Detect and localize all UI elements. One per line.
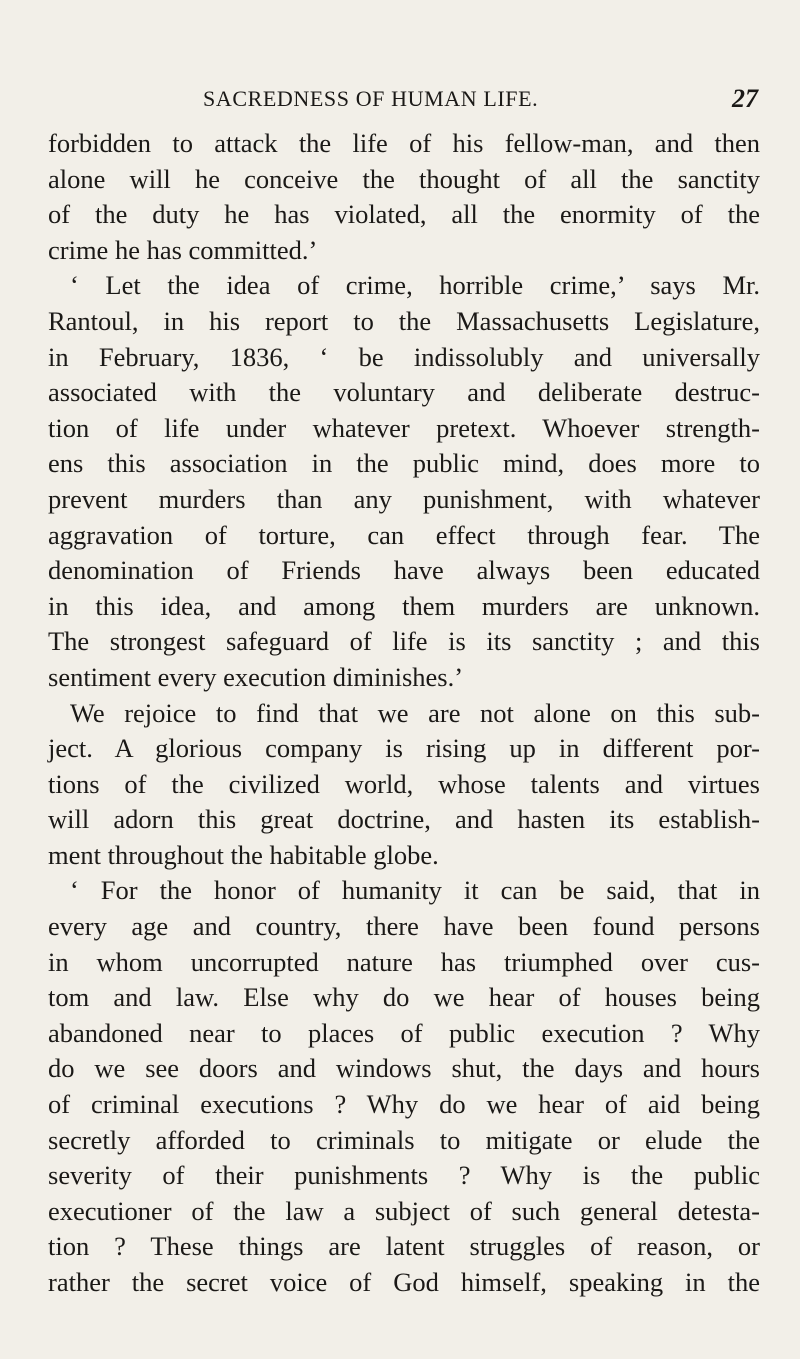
text-line: denomination of Friends have always been educated	[48, 555, 760, 586]
page-number: 27	[732, 84, 758, 113]
body-text	[48, 126, 760, 1301]
text-line: rather the secret voice of God himself, speaking in the	[48, 1267, 760, 1297]
text-line: ens this association in the public mind, does more to	[48, 448, 760, 479]
running-title: SACREDNESS OF HUMAN LIFE.	[203, 86, 539, 111]
text-line: alone will he conceive the thought of all the sanctity	[48, 163, 760, 194]
text-line: ment throughout the habitable globe.	[48, 839, 439, 870]
text-line: tions of the civilized world, whose talents and virtues	[48, 768, 760, 799]
text-line: ‘ Let the idea of crime, horrible crime,’ says Mr.	[70, 270, 760, 301]
text-line: We rejoice to find that we are not alone on this sub-	[70, 697, 760, 728]
text-line: tion ? These things are latent struggles of reason, or	[48, 1231, 760, 1262]
text-line: crime he has committed.’	[48, 234, 318, 265]
text-line: severity of their punishments ? Why is the public	[48, 1160, 760, 1191]
text-line: forbidden to attack the life of his fellow-man, and then	[48, 128, 760, 158]
text-line: ject. A glorious company is rising up in different por-	[48, 733, 760, 764]
text-line: secretly afforded to criminals to mitigate or elude the	[48, 1124, 760, 1155]
text-line: associated with the voluntary and deliberate destruc-	[48, 377, 760, 408]
text-line: Rantoul, in his report to the Massachusetts Legislature,	[48, 305, 760, 336]
text-line: abandoned near to places of public execution ? Why	[48, 1017, 760, 1048]
text-line: will adorn this great doctrine, and hasten its establish-	[48, 804, 760, 835]
text-line: in February, 1836, ‘ be indissolubly and universally	[48, 341, 760, 372]
text-line: tion of life under whatever pretext. Whoever strength-	[48, 412, 760, 443]
text-line: ‘ For the honor of humanity it can be said, that in	[70, 875, 760, 906]
text-line: executioner of the law a subject of such general detesta-	[48, 1195, 760, 1226]
text-line: do we see doors and windows shut, the days and hours	[48, 1053, 760, 1084]
text-line: prevent murders than any punishment, with whatever	[48, 483, 760, 514]
text-line: of the duty he has violated, all the enormity of the	[48, 199, 760, 230]
running-head	[48, 84, 760, 114]
text-line: sentiment every execution diminishes.’	[48, 661, 464, 692]
text-line: aggravation of torture, can effect through fear. The	[48, 519, 760, 550]
text-line: in this idea, and among them murders are unknown.	[48, 590, 760, 621]
text-line: The strongest safeguard of life is its sanctity ; and this	[48, 626, 760, 657]
text-line: of criminal executions ? Why do we hear of aid being	[48, 1089, 760, 1120]
text-line: every age and country, there have been found persons	[48, 911, 760, 942]
text-line: in whom uncorrupted nature has triumphed over cus-	[48, 946, 760, 977]
text-line: tom and law. Else why do we hear of houses being	[48, 982, 760, 1013]
